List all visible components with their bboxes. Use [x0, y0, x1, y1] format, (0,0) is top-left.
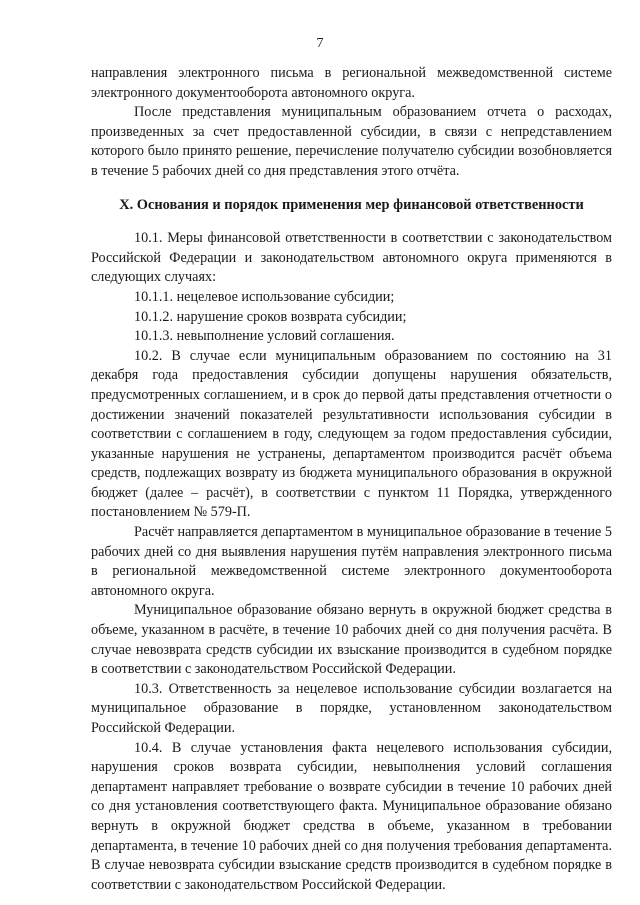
- paragraph-10-3: 10.3. Ответственность за нецелевое использование субсидии возлагается на муниципальное образование в порядке, установленном законодательством Российской Федерации.: [91, 680, 612, 736]
- paragraph-return-obligation: Муниципальное образование обязано вернуть в окружной бюджет средства в объеме, указанном в расчёте, в течение 10 рабочих дней со дня получения расчёта. В случае невозврата средств субсидии их взыскание производится в судебном порядке в соответствии с законодательством Российской Федерации.: [91, 602, 612, 678]
- list-item-10-1-1: 10.1.1. нецелевое использование субсидии;: [134, 288, 395, 305]
- paragraph-10-2: 10.2. В случае если муниципальным образованием по состоянию на 31 декабря года предоставления субсидии допущены нарушения обязательств, предусмотренных соглашением, и в срок до первой даты представления отчетности о достижении значений показателей результативности использования субсидии в соответствии с соглашением в году, следующем за годом предоставления субсидии, указанные нарушения не устранены, департаментом производится расчёт объема средств, подлежащих возврату из бюджета муниципального образования в окружной бюджет (далее – расчёт), в соответствии с пунктом 11 Порядка, утвержденного постановлением № 579-П.: [91, 347, 612, 521]
- list-item-10-1-2: 10.1.2. нарушение сроков возврата субсидии;: [134, 308, 407, 325]
- list-item-10-1-3: 10.1.3. невыполнение условий соглашения.: [134, 328, 395, 345]
- page-number: 7: [316, 36, 324, 51]
- paragraph-calculation-sent: Расчёт направляется департаментом в муниципальное образование в течение 5 рабочих дней со дня выявления нарушения путём направления электронного письма в региональной межведомственной системе электронного документооборота автономного округа.: [91, 524, 612, 599]
- paragraph-10-1: 10.1. Меры финансовой ответственности в соответствии с законодательством Российской Федерации и законодательством автономного округа применяются в следующих случаях:: [91, 230, 612, 286]
- document-body: [91, 64, 612, 895]
- paragraph-continuation: направления электронного письма в региональной межведомственной системе электронного документооборота автономного округа.: [91, 65, 612, 101]
- paragraph-report-resumption: После представления муниципальным образованием отчета о расходах, произведенных за счет предоставленной субсидии, в связи с непредставлением которого было принято решение, перечисление получателю субсидии возобновляется в течение 5 рабочих дней со дня представления этого отчёта.: [91, 104, 612, 179]
- section-heading: X. Основания и порядок применения мер финансовой ответственности: [119, 196, 584, 213]
- paragraph-10-4: 10.4. В случае установления факта нецелевого использования субсидии, нарушения сроков возврата субсидии, невыполнения условий соглашения департамент направляет требование о возврате субсидии в течение 10 рабочих дней со дня установления соответствующего факта. Муниципальное образование обязано вернуть в окружной бюджет средства в объеме, указанном в требовании департамента, в течение 10 рабочих дней со дня получения требования департамента. В случае невозврата субсидии взыскание средств производится в судебном порядке в соответствии с законодательством Российской Федерации.: [91, 739, 612, 893]
